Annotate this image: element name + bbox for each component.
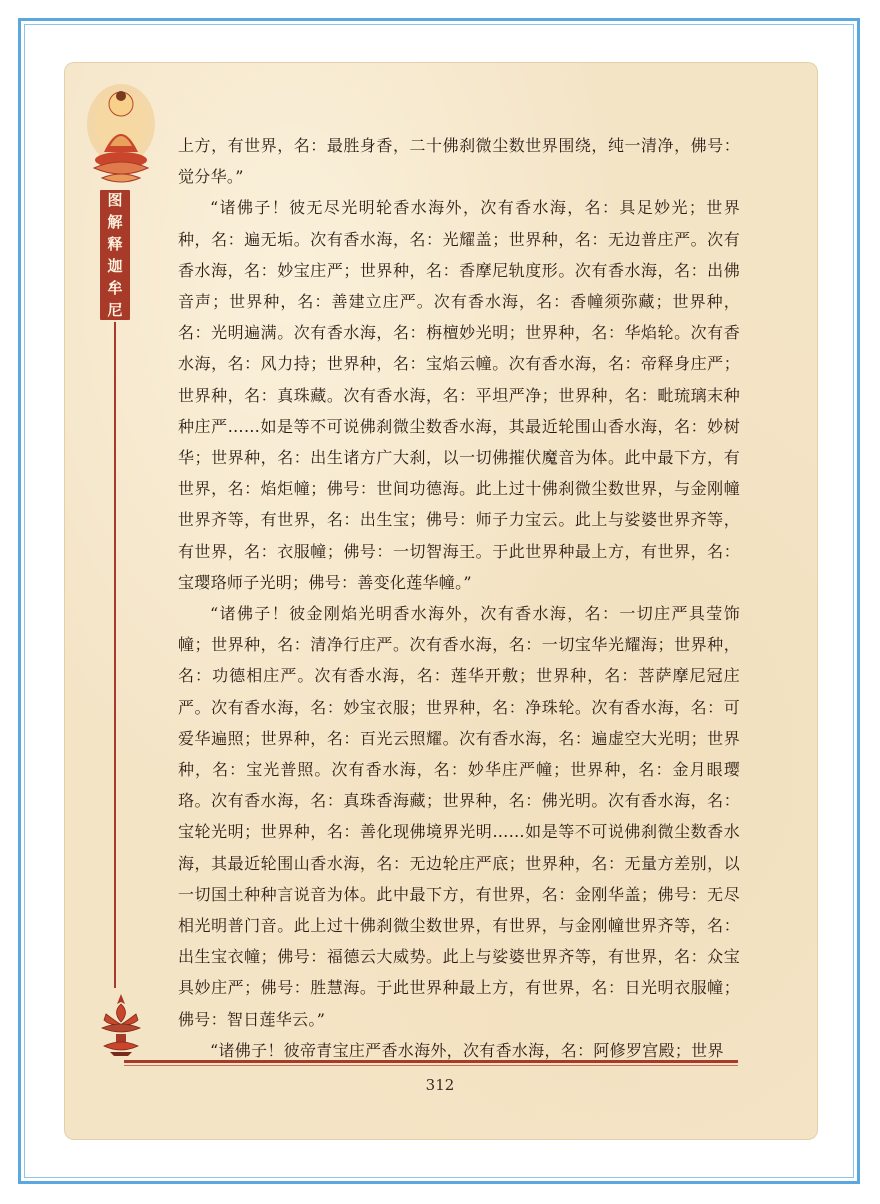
lotus-ornament-icon (96, 990, 146, 1058)
paragraph: 上方，有世界，名：最胜身香，二十佛刹微尘数世界围绕，纯一清净，佛号：觉分华。” (178, 136, 740, 187)
title-char: 释 (107, 235, 123, 253)
title-char: 图 (107, 191, 123, 209)
sidebar-book-title (100, 190, 130, 320)
body-text (178, 130, 740, 1066)
footer-rule (124, 1060, 738, 1063)
footer-rule-thin (124, 1065, 738, 1066)
page-number: 312 (425, 1076, 455, 1094)
title-char: 迦 (107, 257, 123, 275)
paragraph: “诸佛子！彼帝青宝庄严香水海外，次有香水海，名：阿修罗宫殿；世界 (210, 1040, 724, 1060)
sidebar-vertical-rule (114, 322, 116, 988)
paragraph: “诸佛子！彼金刚焰光明香水海外，次有香水海，名：一切庄严具莹饰幢；世界种，名：清净行庄严。次有香水海，名：一切宝华光耀海；世界种，名：功德相庄严。次有香水海，名：莲华开敷；世界种，名：菩萨摩尼冠庄严。次有香水海，名：妙宝衣服；世界种，名：净珠轮。次有香水海，名：可爱华遍照；世界种，名：百光云照耀。次有香水海，名：遍虚空大光明；世界种，名：宝光普照。次有香水海，名：妙华庄严幢；世界种，名：金月眼璎珞。次有香水海，名：真珠香海藏；世界种，名：佛光明。次有香水海，名：宝轮光明；世界种，名：善化现佛境界光明……如是等不可说佛刹微尘数香水海，其最近轮围山香水海，名：无边轮庄严底；世界种，名：无量方差别，以一切国土种种言说音为体。此中最下方，有世界，名：金刚华盖；佛号：无尽相光明普门音。此上过十佛刹微尘数世界，有世界，与金刚幢世界齐等，名：出生宝衣幢；佛号：福德云大威势。此上与娑婆世界齐等，有世界，名：众宝具妙庄严；佛号：胜慧海。于此世界种最上方，有世界，名：日光明衣服幢；佛号：智日莲华云。” (178, 604, 740, 1029)
buddha-illustration-icon (84, 82, 158, 190)
title-char: 解 (107, 213, 123, 231)
title-char: 牟 (107, 279, 123, 297)
paragraph: “诸佛子！彼无尽光明轮香水海外，次有香水海，名：具足妙光；世界种，名：遍无垢。次有香水海，名：光耀盖；世界种，名：无边普庄严。次有香水海，名：妙宝庄严；世界种，名：香摩尼轨度形。次有香水海，名：出佛音声；世界种，名：善建立庄严。次有香水海，名：香幢须弥藏；世界种，名：光明遍满。次有香水海，名：栴檀妙光明；世界种，名：华焰轮。次有香水海，名：风力持；世界种，名：宝焰云幢。次有香水海，名：帝释身庄严；世界种，名：真珠藏。次有香水海，名：平坦严净；世界种，名：毗琉璃末种种庄严……如是等不可说佛刹微尘数香水海，其最近轮围山香水海，名：妙树华；世界种，名：出生诸方广大刹，以一切佛摧伏魔音为体。此中最下方，有世界，名：焰炬幢；佛号：世间功德海。此上过十佛刹微尘数世界，与金刚幢世界齐等，有世界，名：出生宝；佛号：师子力宝云。此上与娑婆世界齐等，有世界，名：衣服幢；佛号：一切智海王。于此世界种最上方，有世界，名：宝璎珞师子光明；佛号：善变化莲华幢。” (178, 198, 740, 592)
title-char: 尼 (107, 301, 123, 319)
